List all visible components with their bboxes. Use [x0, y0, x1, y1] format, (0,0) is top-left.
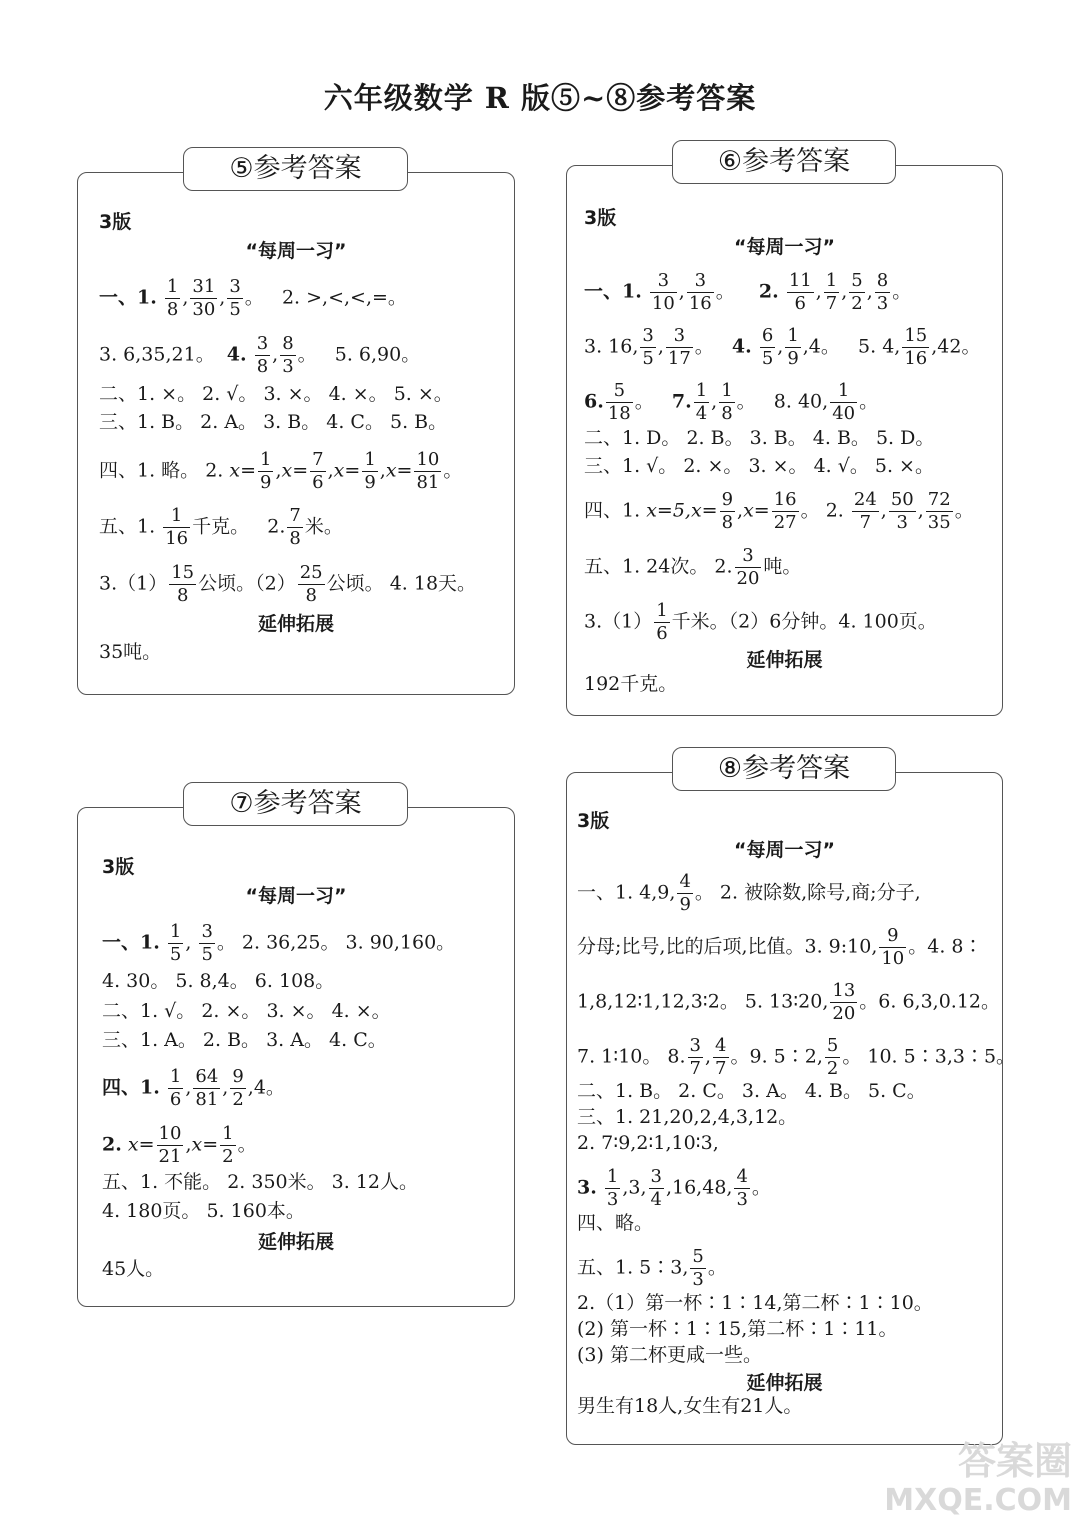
s5-line-four: 四、1. 略。 2. x= $\frac{1}{9}$ ,x= $\frac{7}{6}$ ,x= $\frac{1}{9}$ ,x= $\frac{10}{81}$ 。: [99, 449, 463, 493]
fraction: [852, 491, 879, 532]
s6-extension-answer: 192千克。: [584, 673, 678, 695]
fraction: [193, 1068, 220, 1109]
numerator: 5: [692, 1246, 704, 1267]
numerator: 9: [232, 1066, 244, 1087]
numerator: 5: [606, 382, 633, 403]
fraction: [688, 1037, 703, 1078]
fraction: [640, 327, 655, 368]
denominator: 8: [166, 299, 179, 320]
numerator: 72: [927, 489, 951, 510]
denominator: 20: [736, 568, 760, 589]
numerator: 1: [166, 276, 179, 297]
s6-line-four: 四、1. x=5,x= $\frac{9}{8}$ ,x= $\frac{16}{27}$ 。 2. $\frac{24}{7}$ , $\frac{50}{3}$ , $\frac{72}{35}$ 。: [584, 489, 974, 533]
s7-line-four-2: 2. x= $\frac{10}{21}$ ,x= $\frac{1}{2}$ 。: [102, 1123, 257, 1167]
s5-extension-answer: 35吨。: [99, 641, 162, 663]
numerator: 3: [642, 325, 654, 346]
numerator: 3: [229, 276, 241, 297]
s6-line-2: 3. 16, $\frac{3}{5}$ , $\frac{3}{17}$ 。 4. $\frac{6}{5}$ , $\frac{1}{9}$ ,4。 5. 4, $\frac{15}{16}$ ,42。: [584, 325, 981, 369]
denominator: 3: [736, 1189, 748, 1210]
s5-line-two: 二、1. ×。 2. √。 3. ×。 4. ×。 5. ×。: [99, 383, 453, 405]
denominator: 21: [158, 1146, 182, 1167]
numerator: 1: [825, 270, 838, 291]
fraction: [280, 335, 295, 376]
numerator: 4: [679, 871, 691, 892]
fraction: [849, 272, 864, 313]
s7-line-five: 五、1. 不能。 2. 350米。 3. 12人。: [102, 1171, 419, 1193]
s7-line-five-4: 4. 180页。 5. 160本。: [102, 1200, 305, 1222]
fraction: [824, 272, 839, 313]
denominator: 81: [195, 1089, 219, 1110]
s8-line-three-1: 三、1. 21,20,2,4,3,12。: [577, 1106, 798, 1128]
denominator: 81: [416, 472, 440, 493]
denominator: 7: [859, 512, 872, 533]
denominator: 16: [688, 293, 712, 314]
fraction: [787, 272, 814, 313]
tab-answer-7: ⑦参考答案: [183, 782, 408, 826]
numerator: 1: [606, 1166, 619, 1187]
denominator: 7: [689, 1058, 701, 1079]
s5-line-five: 五、1. $\frac{1}{16}$ 千克。 2. $\frac{7}{8}$ 米。: [99, 505, 343, 549]
denominator: 9: [679, 894, 691, 915]
fraction: [649, 1168, 664, 1209]
denominator: 35: [927, 512, 951, 533]
fraction: [785, 327, 800, 368]
denominator: 27: [773, 512, 797, 533]
denominator: 3: [282, 356, 294, 377]
numerator: 1: [695, 380, 708, 401]
numerator: 5: [851, 270, 863, 291]
numerator: 7: [289, 505, 301, 526]
denominator: 8: [289, 528, 301, 549]
numerator: 5: [826, 1035, 839, 1056]
fraction: [879, 927, 906, 968]
s8-line-five: 五、1. 5∶3, $\frac{5}{3}$ 。: [577, 1246, 727, 1290]
fraction: [220, 1125, 235, 1166]
denominator: 9: [364, 472, 376, 493]
fraction: [298, 564, 325, 605]
fraction: [650, 272, 677, 313]
fraction: [255, 335, 270, 376]
watermark-line-1: 答案圈: [957, 1439, 1072, 1483]
denominator: 6: [656, 623, 668, 644]
denominator: 17: [667, 348, 691, 369]
denominator: 6: [794, 293, 806, 314]
numerator: 6: [761, 325, 774, 346]
numerator: 4: [715, 1035, 727, 1056]
numerator: 8: [282, 333, 294, 354]
denominator: 7: [715, 1058, 727, 1079]
s8-line-three-2: 2. 7∶9,2∶1,10∶3,: [577, 1132, 719, 1154]
s7-line-four: 四、1. $\frac{1}{6}$ , $\frac{64}{81}$ , $\frac{9}{2}$ ,4。: [102, 1066, 285, 1110]
fraction: [258, 451, 273, 492]
fraction: [230, 1068, 245, 1109]
fraction: [713, 1037, 728, 1078]
tab-answer-8: ⑧参考答案: [672, 747, 896, 791]
numerator: 9: [879, 927, 906, 948]
fraction: [310, 451, 325, 492]
extension-heading: 延伸拓展: [746, 649, 823, 671]
numerator: 13: [832, 980, 856, 1001]
s8-line-five-2c: (3) 第二杯更咸一些。: [577, 1344, 762, 1366]
s8-line-five-2: 2.（1）第一杯∶1∶14,第二杯∶1∶10。: [577, 1292, 933, 1314]
denominator: 5: [201, 944, 213, 965]
fraction: [694, 382, 709, 423]
s6-line-two: 二、1. D。 2. B。 3. B。 4. B。 5. D。: [584, 427, 935, 449]
numerator: 16: [773, 489, 797, 510]
numerator: 4: [736, 1166, 748, 1187]
fraction: [734, 1168, 749, 1209]
denominator: 10: [651, 293, 675, 314]
denominator: 16: [904, 348, 928, 369]
fraction: [687, 272, 714, 313]
fraction: [825, 1037, 840, 1078]
denominator: 6: [169, 1089, 182, 1110]
numerator: 15: [904, 325, 928, 346]
denominator: 8: [305, 585, 317, 606]
s7-extension-answer: 45人。: [102, 1258, 165, 1280]
page-title: 六年级数学 R 版⑤~⑧参考答案: [323, 81, 757, 115]
s8-line-four: 四、略。: [577, 1212, 654, 1234]
fraction: [606, 382, 633, 423]
s6-line-3: 6. $\frac{5}{18}$ 。 7. $\frac{1}{4}$ , $\frac{1}{8}$ 。 8. 40, $\frac{1}{40}$ 。: [584, 380, 879, 424]
denominator: 4: [650, 1189, 662, 1210]
s8-line-three-3: 3. $\frac{1}{3}$ ,3, $\frac{3}{4}$ ,16,48, $\frac{4}{3}$ 。: [577, 1166, 771, 1210]
numerator: 1: [260, 449, 272, 470]
fraction: [199, 923, 214, 964]
numerator: 31: [192, 276, 216, 297]
edition-label: 3版: [577, 810, 610, 832]
s8-line-3: 1,8,12∶1,12,3∶2。 5. 13∶20, $\frac{13}{20}$ 。6. 6,3,0.12。: [577, 980, 1001, 1024]
numerator: 64: [195, 1066, 219, 1087]
fraction: [735, 547, 762, 588]
denominator: 2: [826, 1058, 839, 1079]
weekly-heading: “每周一习”: [245, 885, 347, 907]
fraction: [169, 564, 196, 605]
s7-line-2: 4. 30。 5. 8,4。 6. 108。: [102, 970, 335, 992]
s6-line-1: 一、1. $\frac{3}{10}$ , $\frac{3}{16}$ 。 2. $\frac{11}{6}$ , $\frac{1}{7}$ , $\frac{5}{2}$ , $\frac{8}{3}$ 。: [584, 270, 912, 314]
fraction: [605, 1168, 620, 1209]
numerator: 1: [656, 600, 668, 621]
denominator: 2: [232, 1089, 244, 1110]
denominator: 2: [851, 293, 863, 314]
numerator: 3: [687, 272, 714, 293]
numerator: 3: [735, 547, 762, 568]
denominator: 9: [260, 472, 272, 493]
numerator: 3: [650, 272, 677, 293]
numerator: 1: [169, 1066, 182, 1087]
numerator: 10: [416, 449, 440, 470]
s6-line-five-3: 3.（1） $\frac{1}{6}$ 千米。（2）6分钟。4. 100页。: [584, 600, 937, 644]
numerator: 8: [876, 270, 889, 291]
denominator: 8: [721, 403, 733, 424]
fraction: [163, 507, 190, 548]
numerator: 50: [890, 489, 914, 510]
fraction: [414, 451, 441, 492]
s5-line-1: 一、1. $\frac{1}{8}$ , $\frac{31}{30}$ , $\frac{3}{5}$ 。 2. >,<,<,=。: [99, 276, 407, 320]
denominator: 8: [721, 512, 734, 533]
numerator: 1: [169, 921, 182, 942]
denominator: 5: [761, 348, 774, 369]
numerator: 15: [171, 562, 195, 583]
tab-answer-5: ⑤参考答案: [183, 147, 408, 191]
denominator: 5: [642, 348, 654, 369]
numerator: 3: [201, 921, 213, 942]
fraction: [772, 491, 799, 532]
s8-line-4: 7. 1∶10。 8. $\frac{3}{7}$ , $\frac{4}{7}$ 。9. 5∶2, $\frac{5}{2}$ 。 10. 5∶3,3∶5。: [577, 1035, 1016, 1079]
s5-line-2: 3. 6,35,21。 4. $\frac{3}{8}$ , $\frac{8}{3}$ 。 5. 6,90。: [99, 333, 421, 377]
denominator: 16: [165, 528, 189, 549]
denominator: 5: [169, 944, 182, 965]
fraction: [654, 602, 669, 643]
denominator: 20: [832, 1003, 856, 1024]
numerator: 3: [650, 1166, 662, 1187]
weekly-heading: “每周一习”: [245, 240, 347, 262]
numerator: 1: [830, 382, 857, 403]
fraction: [830, 382, 857, 423]
denominator: 3: [896, 512, 908, 533]
fraction: [902, 327, 929, 368]
numerator: 10: [158, 1123, 182, 1144]
numerator: 25: [299, 562, 323, 583]
numerator: 9: [721, 489, 734, 510]
fraction: [830, 982, 857, 1023]
denominator: 2: [222, 1146, 234, 1167]
weekly-heading: “每周一习”: [734, 236, 835, 258]
numerator: 3: [689, 1035, 701, 1056]
extension-heading: 延伸拓展: [257, 1231, 334, 1253]
fraction: [165, 278, 180, 319]
denominator: 6: [312, 472, 324, 493]
denominator: 7: [825, 293, 838, 314]
numerator: 3: [256, 333, 269, 354]
denominator: 3: [606, 1189, 619, 1210]
weekly-heading: “每周一习”: [734, 839, 835, 861]
numerator: 1: [222, 1123, 234, 1144]
edition-label: 3版: [102, 856, 135, 878]
s6-line-five: 五、1. 24次。 2. $\frac{3}{20}$ 吨。: [584, 545, 802, 589]
denominator: 18: [607, 403, 631, 424]
fraction: [889, 491, 916, 532]
numerator: 11: [788, 270, 812, 291]
denominator: 30: [192, 299, 216, 320]
denominator: 3: [692, 1269, 704, 1290]
fraction: [227, 278, 242, 319]
numerator: 1: [721, 380, 733, 401]
watermark-logo: [884, 1441, 1072, 1521]
numerator: 7: [312, 449, 324, 470]
denominator: 9: [787, 348, 799, 369]
s8-extension-answer: 男生有18人,女生有21人。: [577, 1395, 803, 1417]
s6-line-three: 三、1. √。 2. ×。 3. ×。 4. √。 5. ×。: [584, 455, 934, 477]
numerator: 1: [163, 507, 190, 528]
fraction: [190, 278, 217, 319]
fraction: [720, 491, 735, 532]
s5-line-three: 三、1. B。 2. A。 3. B。 4. C。 5. B。: [99, 411, 448, 433]
fraction: [168, 1068, 183, 1109]
numerator: 1: [787, 325, 799, 346]
s8-line-2: 分母;比号,比的后项,比值。3. 9:10, $\frac{9}{10}$ 。4. 8∶: [577, 925, 983, 969]
denominator: 4: [695, 403, 708, 424]
fraction: [760, 327, 775, 368]
s8-line-five-2b: (2) 第一杯∶1∶15,第二杯∶1∶11。: [577, 1318, 898, 1340]
s7-line-1: 一、1. $\frac{1}{5}$ , $\frac{3}{5}$ 。 2. 36,25。 3. 90,160。: [102, 921, 456, 965]
tab-answer-6: ⑥参考答案: [672, 140, 896, 184]
fraction: [690, 1248, 705, 1289]
watermark-line-2: MXQE.COM: [884, 1483, 1072, 1518]
numerator: 24: [853, 489, 877, 510]
extension-heading: 延伸拓展: [257, 613, 334, 635]
denominator: 8: [176, 585, 189, 606]
fraction: [362, 451, 377, 492]
s8-line-two: 二、1. B。 2. C。 3. A。 4. B。 5. C。: [577, 1080, 926, 1102]
numerator: 3: [666, 327, 693, 348]
extension-heading: 延伸拓展: [746, 1372, 823, 1394]
fraction: [666, 327, 693, 368]
s7-line-two: 二、1. √。 2. ×。 3. ×。 4. ×。: [102, 1000, 391, 1022]
fraction: [875, 272, 890, 313]
numerator: 1: [364, 449, 376, 470]
s8-line-1: 一、1. 4,9, $\frac{4}{9}$ 。 2. 被除数,除号,商;分子,: [577, 871, 921, 915]
s5-line-five-3: 3.（1） $\frac{15}{8}$ 公顷。（2） $\frac{25}{8}$ 公顷。 4. 18天。: [99, 562, 477, 606]
denominator: 10: [881, 948, 905, 969]
denominator: 40: [832, 403, 856, 424]
fraction: [157, 1125, 184, 1166]
fraction: [168, 923, 183, 964]
edition-label: 3版: [99, 211, 132, 233]
fraction: [719, 382, 734, 423]
edition-label: 3版: [584, 207, 617, 229]
denominator: 5: [229, 299, 241, 320]
denominator: 8: [256, 356, 269, 377]
fraction: [677, 873, 692, 914]
s7-line-three: 三、1. A。 2. B。 3. A。 4. C。: [102, 1029, 387, 1051]
fraction: [287, 507, 302, 548]
denominator: 3: [876, 293, 889, 314]
fraction: [926, 491, 953, 532]
